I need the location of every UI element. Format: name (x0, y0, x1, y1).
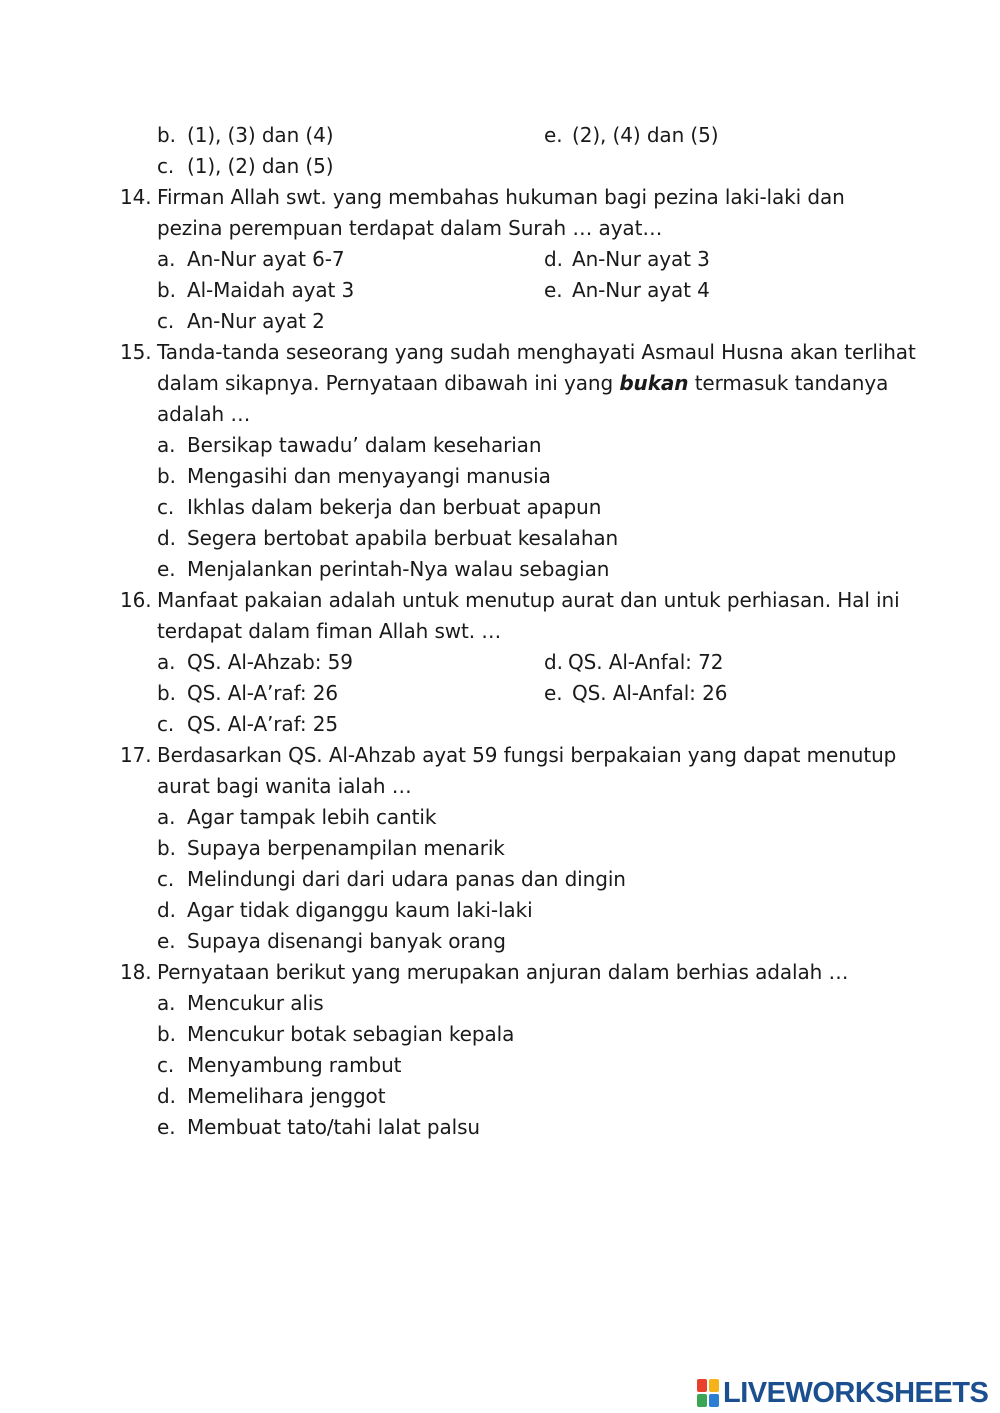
question-number: 14. (120, 185, 152, 209)
q14-option-e[interactable]: An-Nur ayat 4 (572, 278, 710, 302)
emphasis-bukan: bukan (619, 371, 689, 395)
q14-option-c[interactable]: An-Nur ayat 2 (187, 309, 325, 333)
logo-tile (697, 1379, 707, 1392)
question-text-part: dalam sikapnya. Pernyataan dibawah ini yang (157, 371, 620, 395)
q16-option-b[interactable]: QS. Al-A’raf: 26 (187, 681, 338, 705)
question-text: pezina perempuan terdapat dalam Surah … ayat… (157, 216, 663, 240)
q17-option-e[interactable]: Supaya disenangi banyak orang (187, 929, 506, 953)
option-label: e. (544, 681, 563, 705)
q18-option-d[interactable]: Memelihara jenggot (187, 1084, 386, 1108)
logo-tile (709, 1379, 719, 1392)
option-label: b. (157, 464, 176, 488)
option-label: b. (157, 836, 176, 860)
option-label: c. (157, 867, 175, 891)
liveworksheets-logo-icon (697, 1379, 719, 1407)
q16-option-c[interactable]: QS. Al-A’raf: 25 (187, 712, 338, 736)
question-number: 18. (120, 960, 152, 984)
option-label: c. (157, 712, 175, 736)
option-label: d. (544, 247, 563, 271)
logo-tile (709, 1394, 719, 1407)
q14-option-a[interactable]: An-Nur ayat 6-7 (187, 247, 345, 271)
logo-text: LIVEWORKSHEETS (723, 1376, 989, 1409)
q13-option-c[interactable]: (1), (2) dan (5) (187, 154, 334, 178)
question-number: 16. (120, 588, 152, 612)
q15-option-c[interactable]: Ikhlas dalam bekerja dan berbuat apapun (187, 495, 602, 519)
question-number: 15. (120, 340, 152, 364)
option-label: c. (157, 154, 175, 178)
option-label: a. (157, 991, 176, 1015)
q17-option-d[interactable]: Agar tidak diganggu kaum laki-laki (187, 898, 533, 922)
option-label: e. (157, 1115, 176, 1139)
option-label: a. (157, 650, 176, 674)
option-label: e. (157, 557, 176, 581)
question-text: Pernyataan berikut yang merupakan anjuran dalam berhias adalah … (157, 960, 849, 984)
option-label: d. (157, 526, 176, 550)
question-text: Berdasarkan QS. Al-Ahzab ayat 59 fungsi berpakaian yang dapat menutup (157, 743, 897, 767)
option-label: b. (157, 1022, 176, 1046)
logo-tile (697, 1394, 707, 1407)
liveworksheets-logo (697, 1376, 988, 1410)
option-label: d. (157, 898, 176, 922)
option-label: a. (157, 247, 176, 271)
option-label: c. (157, 309, 175, 333)
q18-option-c[interactable]: Menyambung rambut (187, 1053, 402, 1077)
q14-option-d[interactable]: An-Nur ayat 3 (572, 247, 710, 271)
q16-option-e[interactable]: QS. Al-Anfal: 26 (572, 681, 728, 705)
q15-option-a[interactable]: Bersikap tawadu’ dalam keseharian (187, 433, 542, 457)
question-text: Tanda-tanda seseorang yang sudah menghayati Asmaul Husna akan terlihat (157, 340, 916, 364)
option-label: b. (157, 123, 176, 147)
option-label: e. (544, 278, 563, 302)
option-label: c. (157, 495, 175, 519)
option-label: d. (544, 650, 563, 674)
option-label: a. (157, 433, 176, 457)
option-label: b. (157, 278, 176, 302)
question-text (157, 370, 888, 396)
question-text: Firman Allah swt. yang membahas hukuman bagi pezina laki-laki dan (157, 185, 845, 209)
q18-option-a[interactable]: Mencukur alis (187, 991, 324, 1015)
option-label: e. (544, 123, 563, 147)
q15-option-b[interactable]: Mengasihi dan menyayangi manusia (187, 464, 551, 488)
q14-option-b[interactable]: Al-Maidah ayat 3 (187, 278, 355, 302)
question-text-part: termasuk tandanya (688, 371, 889, 395)
q15-option-e[interactable]: Menjalankan perintah-Nya walau sebagian (187, 557, 610, 581)
option-label: e. (157, 929, 176, 953)
q17-option-c[interactable]: Melindungi dari dari udara panas dan dingin (187, 867, 626, 891)
q16-option-d[interactable]: QS. Al-Anfal: 72 (568, 650, 724, 674)
option-label: d. (157, 1084, 176, 1108)
option-label: c. (157, 1053, 175, 1077)
option-label: b. (157, 681, 176, 705)
q17-option-a[interactable]: Agar tampak lebih cantik (187, 805, 437, 829)
q13-option-e[interactable]: (2), (4) dan (5) (572, 123, 719, 147)
question-text: aurat bagi wanita ialah … (157, 774, 412, 798)
question-text: Manfaat pakaian adalah untuk menutup aurat dan untuk perhiasan. Hal ini (157, 588, 900, 612)
q13-option-b[interactable]: (1), (3) dan (4) (187, 123, 334, 147)
q16-option-a[interactable]: QS. Al-Ahzab: 59 (187, 650, 353, 674)
question-number: 17. (120, 743, 152, 767)
q17-option-b[interactable]: Supaya berpenampilan menarik (187, 836, 505, 860)
q15-option-d[interactable]: Segera bertobat apabila berbuat kesalahan (187, 526, 619, 550)
option-label: a. (157, 805, 176, 829)
q18-option-e[interactable]: Membuat tato/tahi lalat palsu (187, 1115, 480, 1139)
question-text: adalah … (157, 402, 251, 426)
question-text: terdapat dalam fiman Allah swt. … (157, 619, 502, 643)
q18-option-b[interactable]: Mencukur botak sebagian kepala (187, 1022, 515, 1046)
